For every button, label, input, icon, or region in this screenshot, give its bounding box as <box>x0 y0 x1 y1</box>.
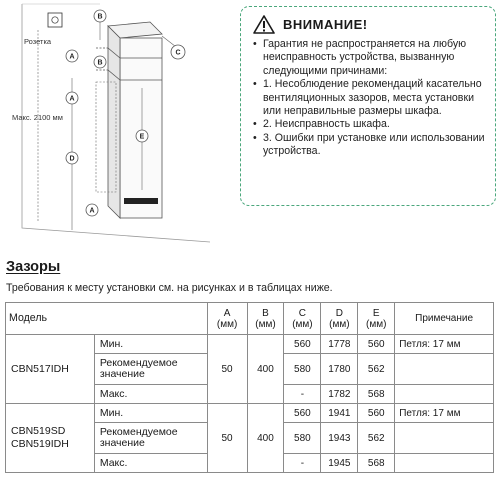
value-c: 580 <box>284 354 321 385</box>
svg-text:D: D <box>69 155 75 163</box>
row-label: Мин. <box>94 404 207 423</box>
height-label: Макс. 2100 мм <box>12 113 63 122</box>
ventilation-grill <box>124 198 158 204</box>
row-label: Рекомендуемое значение <box>94 354 207 385</box>
header-c: C (мм) <box>284 303 321 335</box>
value-e: 560 <box>358 404 395 423</box>
marker-d <box>66 152 78 164</box>
value-d: 1780 <box>321 354 358 385</box>
warning-item: • 3. Ошибки при установке или использовании устройства. <box>253 132 487 159</box>
value-d: 1778 <box>321 335 358 354</box>
header-note: Примечание <box>395 303 494 335</box>
header-a: A (мм) <box>207 303 247 335</box>
socket-label: Розетка <box>24 37 52 46</box>
value-c: - <box>284 454 321 473</box>
warning-title: ВНИМАНИЕ! <box>283 17 368 32</box>
svg-text:B: B <box>97 13 103 21</box>
value-note <box>395 354 494 385</box>
installation-diagram <box>0 0 225 250</box>
svg-text:E: E <box>139 133 145 141</box>
marker-a-middle <box>66 92 78 104</box>
marker-b-middle <box>94 56 106 68</box>
warning-box <box>240 6 496 206</box>
warning-list <box>253 38 487 159</box>
value-d: 1782 <box>321 385 358 404</box>
value-c: 560 <box>284 404 321 423</box>
header-b: B (мм) <box>247 303 284 335</box>
header-d: D (мм) <box>321 303 358 335</box>
warning-header <box>253 15 487 34</box>
header-e: E (мм) <box>358 303 395 335</box>
value-note: Петля: 17 мм <box>395 404 494 423</box>
value-e: 568 <box>358 385 395 404</box>
table-row <box>6 335 494 354</box>
svg-text:A: A <box>69 53 75 61</box>
value-note <box>395 385 494 404</box>
value-note: Петля: 17 мм <box>395 335 494 354</box>
value-c: 580 <box>284 423 321 454</box>
warning-item: • 2. Неисправность шкафа. <box>253 118 487 131</box>
row-label: Макс. <box>94 385 207 404</box>
marker-a-top <box>66 50 78 62</box>
svg-text:C: C <box>175 49 181 57</box>
value-e: 560 <box>358 335 395 354</box>
svg-text:A: A <box>89 207 95 215</box>
cabinet <box>96 22 162 218</box>
svg-text:A: A <box>69 95 75 103</box>
value-a: 50 <box>207 335 247 404</box>
value-b: 400 <box>247 335 284 404</box>
warning-triangle-icon <box>253 15 275 34</box>
value-c: - <box>284 385 321 404</box>
section-title: Зазоры <box>6 259 61 275</box>
svg-text:B: B <box>97 59 103 67</box>
header-model: Модель <box>6 303 208 335</box>
marker-e <box>136 130 148 142</box>
value-note <box>395 454 494 473</box>
socket-icon <box>48 13 62 27</box>
value-note <box>395 423 494 454</box>
row-label: Макс. <box>94 454 207 473</box>
marker-b-top <box>94 10 106 22</box>
value-e: 562 <box>358 423 395 454</box>
value-b: 400 <box>247 404 284 473</box>
value-a: 50 <box>207 404 247 473</box>
warning-item: • Гарантия не распространяется на любую неисправность устройства, вызванную следующими причинами: <box>253 38 487 78</box>
marker-c <box>171 45 185 59</box>
value-d: 1943 <box>321 423 358 454</box>
table-header-row <box>6 303 494 335</box>
value-e: 568 <box>358 454 395 473</box>
warning-item: • 1. Несоблюдение рекомендаций касательно вентиляционных зазоров, места установки или неправильные размеры шкафа. <box>253 78 487 118</box>
model-cell: CBN519SD CBN519IDH <box>6 404 95 473</box>
clearance-table <box>5 302 494 473</box>
value-d: 1941 <box>321 404 358 423</box>
row-label: Рекомендуемое значение <box>94 423 207 454</box>
table-row <box>6 404 494 423</box>
row-label: Мин. <box>94 335 207 354</box>
value-d: 1945 <box>321 454 358 473</box>
marker-a-bottom <box>86 204 98 216</box>
section-subtitle: Требования к месту установки см. на рисунках и в таблицах ниже. <box>6 282 333 294</box>
value-e: 562 <box>358 354 395 385</box>
value-c: 560 <box>284 335 321 354</box>
model-cell: CBN517IDH <box>6 335 95 404</box>
